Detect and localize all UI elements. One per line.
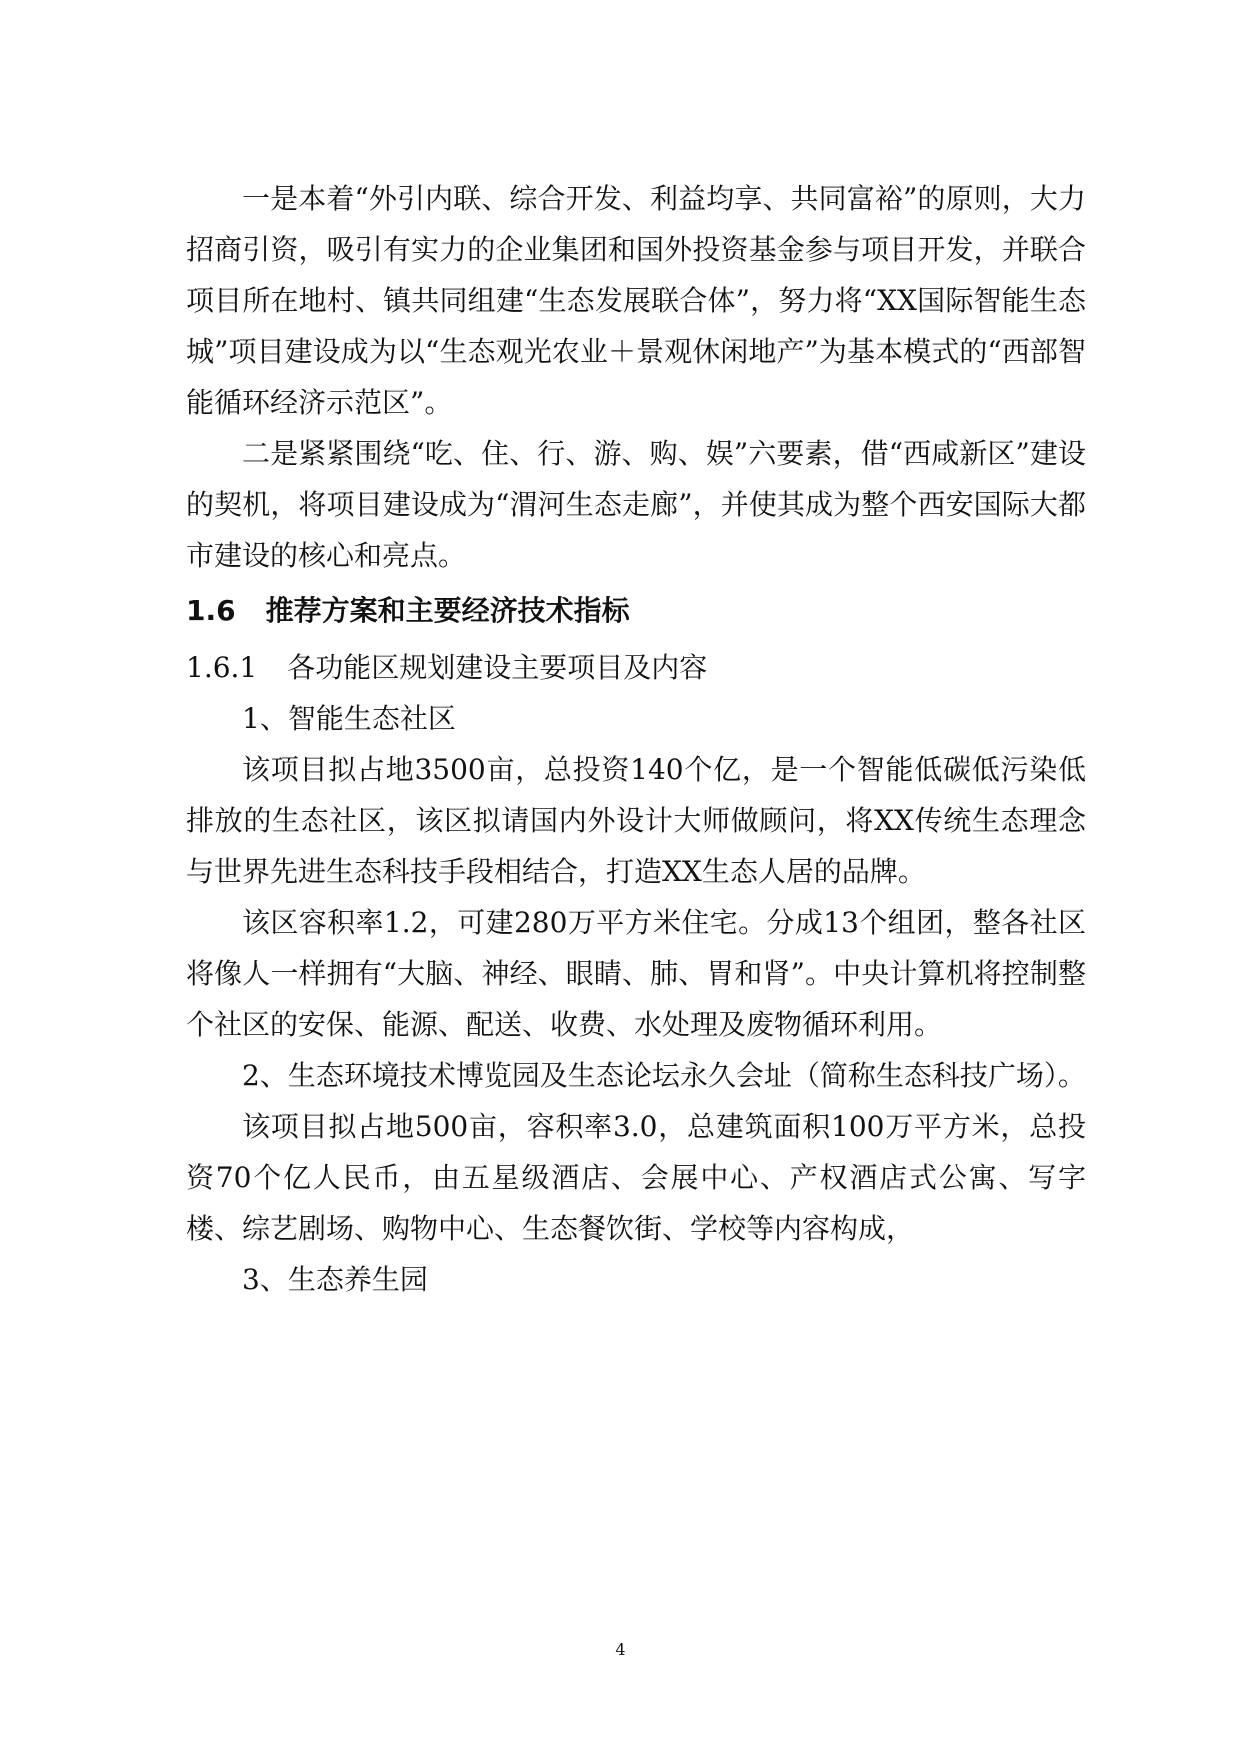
section-heading <box>186 585 1086 636</box>
page-number: 4 <box>615 1640 626 1659</box>
page-body <box>186 173 1086 1305</box>
section-title: 推荐方案和主要经济技术指标 <box>265 594 630 627</box>
body-paragraph: 二是紧紧围绕“吃、住、行、游、购、娱”六要素，借“西咸新区”建设的契机，将项目建设成为“渭河生态走廊”，并使其成为整个西安国际大都市建设的核心和亮点。 <box>186 437 1086 572</box>
body-paragraph: 该项目拟占地500亩，容积率3.0，总建筑面积100万平方米，总投资70个亿人民币，由五星级酒店、会展中心、产权酒店式公寓、写字楼、综艺剧场、购物中心、生态餐饮街、学校等内容构成， <box>186 1110 1086 1245</box>
body-paragraph: 一是本着“外引内联、综合开发、利益均享、共同富裕”的原则，大力招商引资，吸引有实力的企业集团和国外投资基金参与项目开发，并联合项目所在地村、镇共同组建“生态发展联合体”，努力将“XX国际智能生态城”项目建设成为以“生态观光农业＋景观休闲地产”为基本模式的“西部智能循环经济示范区”。 <box>186 182 1086 419</box>
subsection-number: 1.6.1 <box>186 651 258 684</box>
body-paragraph: 该项目拟占地3500亩，总投资140个亿，是一个智能低碳低污染低排放的生态社区，该区拟请国内外设计大师做顾问，将XX传统生态理念与世界先进生态科技手段相结合，打造XX生态人居的品牌。 <box>186 753 1086 888</box>
section-number: 1.6 <box>186 594 236 627</box>
item-heading: 2、生态环境技术博览园及生态论坛永久会址（简称生态科技广场）。 <box>242 1059 1086 1092</box>
item-heading: 3、生态养生园 <box>242 1263 428 1296</box>
subsection-title: 各功能区规划建设主要项目及内容 <box>287 651 708 684</box>
subsection-heading <box>186 642 1086 693</box>
item-heading: 1、智能生态社区 <box>242 702 456 735</box>
body-paragraph: 该区容积率1.2，可建280万平方米住宅。分成13个组团，整各社区将像人一样拥有“大脑、神经、眼睛、肺、胃和肾”。中央计算机将控制整个社区的安保、能源、配送、收费、水处理及废物循环利用。 <box>186 906 1086 1041</box>
